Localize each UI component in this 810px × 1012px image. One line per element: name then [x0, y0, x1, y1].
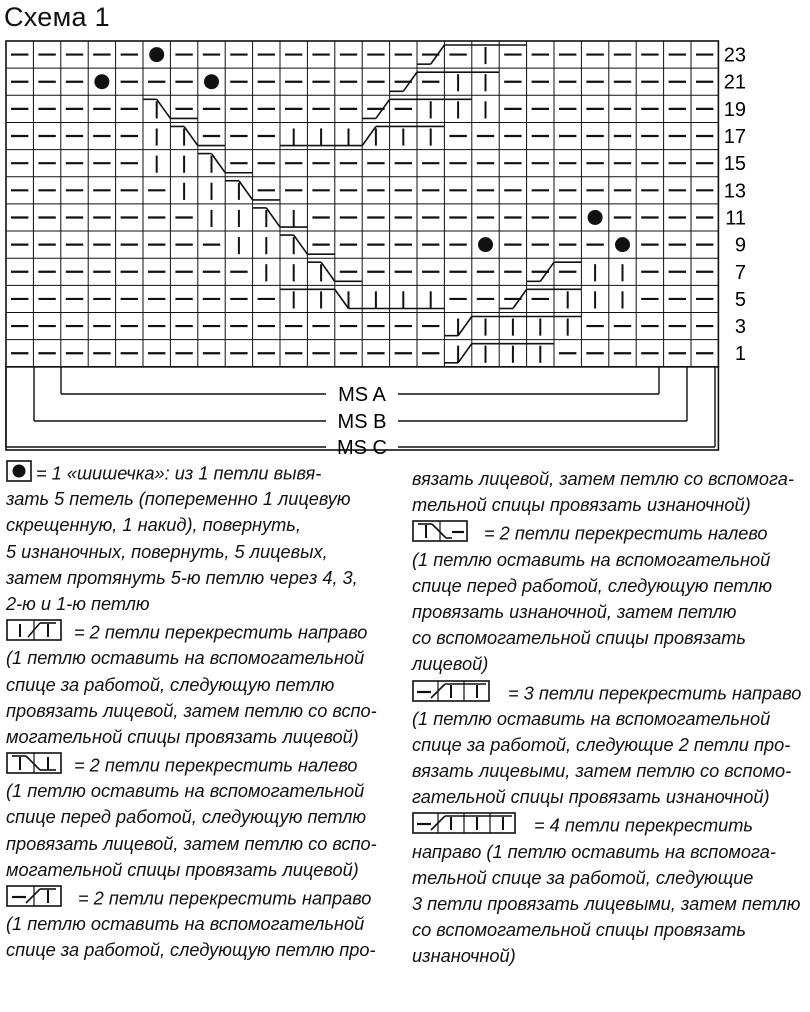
- bobble-mark: [94, 74, 109, 89]
- bobble-mark: [149, 47, 164, 62]
- row-number: 9: [734, 234, 746, 257]
- legend-line: = 2 петли перекрестить налево: [484, 523, 768, 544]
- legend-line: (1 петлю оставить на вспомогательной: [6, 781, 365, 802]
- cross-left-purl-icon: [412, 520, 468, 549]
- bobble-mark: [204, 74, 219, 89]
- legend-line: (1 петлю оставить на вспомогательной: [6, 914, 365, 935]
- legend-line: = 2 петли перекрестить направо: [78, 888, 372, 909]
- legend-line: спице перед работой, следующую петлю: [412, 575, 773, 596]
- legend-cross-left-knit: [6, 752, 406, 883]
- row-number: 1: [734, 343, 746, 366]
- legend-line: спице за работой, следующую петлю про-: [6, 940, 376, 961]
- legend-bobble-line: 5 изнаночных, повернуть, 5 лицевых,: [6, 541, 328, 562]
- legend-cross4-right: [412, 812, 808, 969]
- legend-line: вязать лицевыми, затем петлю со вспомо-: [412, 761, 792, 782]
- legend-bobble-line: скрещенную, 1 накид), повернуть,: [6, 515, 301, 536]
- legend-line: могательной спицы провязать лицевой): [6, 859, 359, 880]
- legend-bobble-line: зать 5 петель (попеременно 1 лицевую: [6, 489, 351, 510]
- legend-line: (1 петлю оставить на вспомогательной: [412, 549, 771, 570]
- legend-line: могательной спицы провязать лицевой): [6, 726, 359, 747]
- row-number: 13: [723, 180, 746, 203]
- bobble-mark: [478, 237, 493, 252]
- bobble-icon: [6, 460, 32, 489]
- legend-line: со вспомогательной спицы провязать: [412, 628, 746, 649]
- row-number: 15: [723, 153, 746, 176]
- knitting-chart: [0, 0, 810, 460]
- legend-line: = 2 петли перекрестить налево: [74, 755, 358, 776]
- repeat-label: MS B: [337, 411, 387, 433]
- row-number: 19: [723, 98, 746, 121]
- legend-cross-right-purl: [6, 885, 406, 964]
- repeat-label: MS A: [338, 384, 386, 406]
- chart-title: Схема 1: [4, 2, 110, 32]
- legend-line: провязать лицевой, затем петлю со вспо-: [6, 700, 377, 721]
- legend-cross3-right: [412, 680, 808, 811]
- legend-line: гательной спицы провязать изнаночной): [412, 787, 770, 808]
- legend-line: тельной спицы провязать изнаночной): [412, 495, 751, 516]
- legend-line: (1 петлю оставить на вспомогательной: [6, 648, 365, 669]
- legend-line: = 2 петли перекрестить направо: [74, 622, 368, 643]
- row-numbers: [724, 45, 746, 366]
- legend-line: спице за работой, следующую петлю: [6, 674, 335, 695]
- legend-bobble: [6, 460, 406, 617]
- legend-line: = 3 петли перекрестить направо: [508, 682, 802, 703]
- row-number: 21: [723, 71, 746, 94]
- legend-line: направо (1 петлю оставить на вспомога-: [412, 841, 776, 862]
- legend-cross-right-knit: [6, 619, 406, 750]
- legend-line: тельной спице за работой, следующие: [412, 867, 754, 888]
- row-number: 7: [734, 261, 746, 284]
- legend-line: спице перед работой, следующую петлю: [6, 807, 367, 828]
- repeat-label: MS C: [337, 437, 387, 459]
- bobble-mark: [615, 237, 630, 252]
- legend-line: = 4 петли перекрестить: [534, 815, 753, 836]
- row-number: 5: [734, 288, 746, 311]
- cross-left-knit-icon: [6, 752, 62, 781]
- bobble-mark: [588, 210, 603, 225]
- legend-line: изнаночной): [412, 946, 516, 967]
- legend-line: (1 петлю оставить на вспомогательной: [412, 708, 771, 729]
- legend-line: со вспомогательной спицы провязать: [412, 920, 746, 941]
- legend-bobble-line: затем протянуть 5-ю петлю через 4, 3,: [6, 567, 358, 588]
- legend-line: лицевой): [412, 654, 489, 675]
- row-number: 3: [734, 316, 746, 339]
- legend-right-column: [412, 466, 808, 970]
- cross3-right-icon: [412, 680, 490, 709]
- legend-line: спице за работой, следующие 2 петли про-: [412, 734, 791, 755]
- cross4-right-icon: [412, 812, 516, 841]
- legend-line: провязать лицевой, затем петлю со вспо-: [6, 833, 377, 854]
- legend-bobble-line: = 1 «шишечка»: из 1 петли вывя-: [36, 463, 322, 484]
- repeat-brackets: [6, 367, 715, 459]
- legend-line: 3 петли провязать лицевыми, затем петлю: [412, 894, 801, 914]
- row-number: 23: [723, 44, 746, 67]
- legend-line: провязать изнаночной, затем петлю: [412, 601, 737, 622]
- legend-bobble-line: 2-ю и 1-ю петлю: [6, 593, 150, 614]
- cross-right-knit-icon: [6, 619, 62, 648]
- row-number: 11: [725, 207, 746, 230]
- legend-left-column: [6, 460, 406, 964]
- legend-cross-left-purl: [412, 520, 808, 677]
- row-number: 17: [723, 126, 746, 149]
- cross-right-purl-icon: [6, 885, 62, 914]
- legend-line: вязать лицевой, затем петлю со вспомога-: [412, 469, 794, 489]
